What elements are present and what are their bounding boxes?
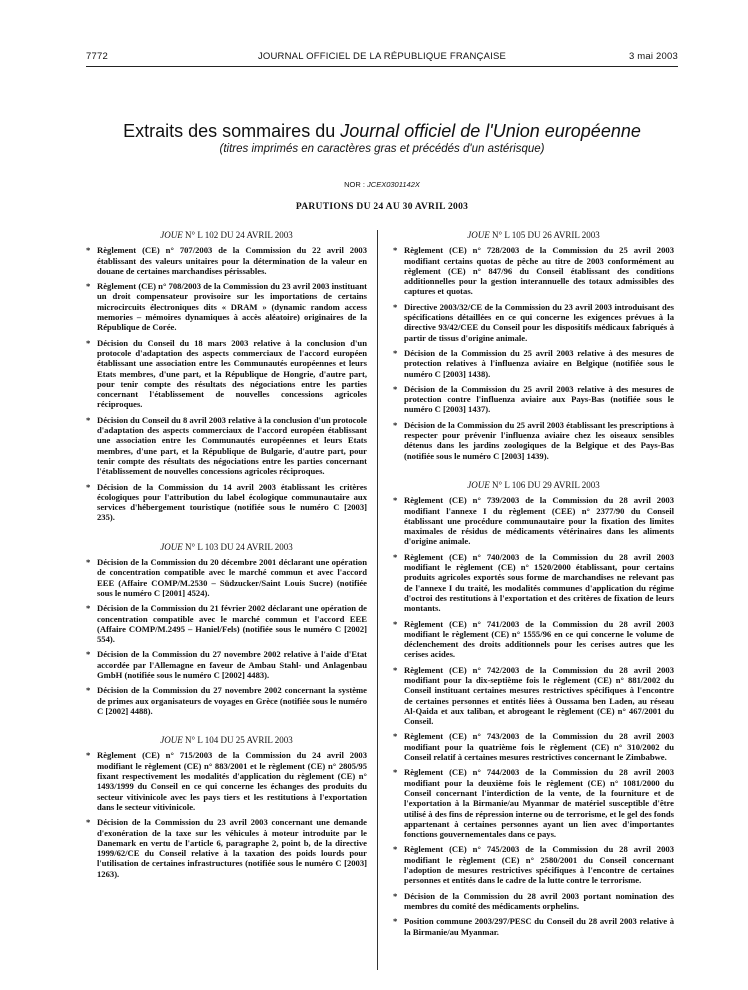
summary-entry: * Directive 2003/32/CE de la Commission du 23 avril 2003 introduisant des spécifications détaillées en ce qui concerne les exigences prévues à la directive 93/42/CEE du Conseil pour les dispositifs médicaux fabriqués à partir de tissus d'origine animale. bbox=[393, 302, 674, 343]
nor-reference bbox=[86, 180, 678, 189]
summary-entry: * Décision de la Commission du 25 avril 2003 relative à des mesures de protection relatives à l'influenza aviaire en Belgique (notifiée sous le numéro C [2003] 1438). bbox=[393, 348, 674, 379]
summary-entry: * Décision de la Commission du 23 avril 2003 concernant une demande d'exonération de la taxe sur les véhicules à moteur introduite par le Danemark en vertu de l'article 6, paragraphe 2, point b, de la directive 1999/62/CE du Conseil relative à la taxation des poids lourds pour l'utilisation de certaines infrastructures (notifiée sous le numéro C [2003] 1263). bbox=[86, 817, 367, 879]
summary-entry: * Règlement (CE) n° 742/2003 de la Commission du 28 avril 2003 modifiant pour la dix-septième fois le règlement (CE) n° 881/2002 du Conseil instituant certaines mesures restrictives spécifiques à l'encontre de certaines personnes et entités liées à Oussama ben Laden, au réseau Al-Qaida et aux taliban, et abrogeant le règlement (CE) n° 467/2001 du Conseil. bbox=[393, 665, 674, 727]
header-rule bbox=[86, 66, 678, 67]
parutions-heading: PARUTIONS DU 24 AU 30 AVRIL 2003 bbox=[295, 202, 469, 212]
section-heading bbox=[86, 542, 367, 552]
summary-entry: * Décision de la Commission du 27 novembre 2002 relative à l'aide d'Etat accordée par l'Allemagne en faveur de Ambau Stahl- und Anlagenbau GmbH (notifiée sous le numéro C [2002] 4483). bbox=[86, 649, 367, 680]
section-heading-issue: N° L 102 DU 24 AVRIL 2003 bbox=[182, 230, 293, 240]
title-journal: Journal officiel de l'Union européenne bbox=[340, 121, 641, 141]
title-prefix: Extraits des sommaires du bbox=[123, 121, 341, 141]
summary-entry: * Décision du Conseil du 18 mars 2003 relative à la conclusion d'un protocole d'adaptation des aspects commerciaux de l'accord européen établissant une association entre les Communautés européennes et leurs Etats membres, d'une part, et la République de Hongrie, d'autre part, pour tenir compte des résultats des négociations entre les parties concernant l'établissement de nouvelles concessions agricoles réciproques. bbox=[86, 338, 367, 410]
summary-entry: * Décision de la Commission du 25 avril 2003 relative à des mesures de protection contre l'influenza aviaire aux Pays-Bas (notifiée sous le numéro C [2003] 1437). bbox=[393, 384, 674, 415]
section-heading-joue: JOUE bbox=[160, 735, 183, 746]
summary-entry: * Règlement (CE) n° 728/2003 de la Commission du 25 avril 2003 modifiant certains quotas de pêche au titre de 2003 conformément au règlement (CE) n° 847/96 du Conseil établissant des conditions additionnelles pour la gestion interannuelle des totaux admissibles des captures et quotas. bbox=[393, 245, 674, 296]
page-number: 7772 bbox=[86, 51, 108, 62]
column-divider bbox=[377, 230, 378, 970]
summary-entry: * Décision de la Commission du 28 avril 2003 portant nomination des membres du comité des médicaments orphelins. bbox=[393, 891, 674, 912]
section-heading-issue: N° L 105 DU 26 AVRIL 2003 bbox=[489, 230, 600, 240]
section-heading-issue: N° L 103 DU 24 AVRIL 2003 bbox=[182, 541, 293, 552]
journal-name: JOURNAL OFFICIEL DE LA RÉPUBLIQUE FRANÇAISE bbox=[257, 51, 507, 62]
summary-entry: * Position commune 2003/297/PESC du Conseil du 28 avril 2003 relative à la Birmanie/au Myanmar. bbox=[393, 916, 674, 937]
section-heading-issue: N° L 106 DU 29 AVRIL 2003 bbox=[489, 479, 600, 490]
summary-entry: * Règlement (CE) n° 744/2003 de la Commission du 28 avril 2003 modifiant pour la deuxième fois le règlement (CE) n° 1081/2000 du Conseil concernant l'interdiction de la vente, de la fourniture et de l'exportation à la Birmanie/au Myanmar de matériel susceptible d'être utilisé à des fins de répression interne ou de terrorisme, et le gel des fonds appartenant à certaines personnes ayant un lien avec d'importantes fonctions gouvernementales dans ce pays. bbox=[393, 767, 674, 839]
section-heading-issue: N° L 104 DU 25 AVRIL 2003 bbox=[182, 735, 293, 746]
section-heading bbox=[86, 735, 367, 745]
summary-entry: * Règlement (CE) n° 739/2003 de la Commission du 28 avril 2003 modifiant l'annexe I du règlement (CEE) n° 2377/90 du Conseil établissant une procédure communautaire pour la fixation des limites maximales de résidus de médicaments vétérinaires dans les aliments d'origine animale. bbox=[393, 495, 674, 546]
section-heading-joue: JOUE bbox=[160, 541, 183, 552]
summary-entry: * Règlement (CE) n° 743/2003 de la Commission du 28 avril 2003 modifiant pour la quatrième fois le règlement (CE) n° 310/2002 du Conseil relatif à certaines mesures restrictives concernant le Zimbabwe. bbox=[393, 731, 674, 762]
section-gap bbox=[86, 528, 367, 542]
issue-date: 3 mai 2003 bbox=[628, 51, 678, 62]
page-title bbox=[86, 121, 678, 142]
nor-value: JCEX0301142X bbox=[367, 180, 420, 189]
summary-entry: * Décision du Conseil du 8 avril 2003 relative à la conclusion d'un protocole d'adaptation des aspects commerciaux de l'accord européen établissant une association entre les Communautés européennes et leurs Etats membres, d'une part, et la République de Bulgarie, d'autre part, pour tenir compte des résultats des négociations entre les parties concernant l'établissement de nouvelles concessions agricoles réciproques. bbox=[86, 415, 367, 477]
left-column bbox=[86, 230, 367, 884]
running-header bbox=[86, 51, 678, 67]
summary-entry: * Règlement (CE) n° 741/2003 de la Commission du 28 avril 2003 modifiant le règlement (CE) n° 1555/96 en ce qui concerne le volume de déclenchement des droits additionnels pour les cerises autres que les cerises acides. bbox=[393, 619, 674, 660]
summary-entry: * Décision de la Commission du 14 avril 2003 établissant les critères écologiques pour l'attribution du label écologique communautaire aux services d'hébergement touristique (notifiée sous le numéro C [2003] 235). bbox=[86, 482, 367, 523]
summary-entry: * Décision de la Commission du 21 février 2002 déclarant une opération de concentration compatible avec le marché commun et l'accord EEE (Affaire COMP/M.2495 – Haniel/Fels) (notifiée sous le numéro C [2002] 554). bbox=[86, 603, 367, 644]
section-heading bbox=[393, 230, 674, 240]
right-column bbox=[393, 230, 674, 942]
summary-entry: * Règlement (CE) n° 707/2003 de la Commission du 22 avril 2003 établissant des valeurs unitaires pour la détermination de la valeur en douane de certaines marchandises périssables. bbox=[86, 245, 367, 276]
nor-label: NOR : bbox=[344, 180, 365, 189]
summary-entry: * Règlement (CE) n° 740/2003 de la Commission du 28 avril 2003 modifiant le règlement (CE) n° 1520/2000 établissant, pour certains produits agricoles exportés sous forme de marchandises ne relevant pas de l'annexe I du traité, les modalités communes d'application du régime d'octroi des restitutions à l'exportation et des critères de fixation de leurs montants. bbox=[393, 552, 674, 614]
section-heading bbox=[393, 480, 674, 490]
section-heading-joue: JOUE bbox=[467, 479, 490, 490]
summary-entry: * Règlement (CE) n° 715/2003 de la Commission du 24 avril 2003 modifiant le règlement (CE) n° 883/2001 et le règlement (CE) n° 2805/95 fixant respectivement les modalités d'application du règlement (CE) n° 1493/1999 du Conseil en ce qui concerne les échanges des produits du secteur vitivinicole avec les pays tiers et les restitutions à l'exportation dans le secteur vitivinicole. bbox=[86, 750, 367, 812]
summary-entry: * Décision de la Commission du 25 avril 2003 établissant les prescriptions à respecter pour prévenir l'influenza aviaire chez les oiseaux sensibles détenus dans les jardins zoologiques de la Belgique et des Pays-Bas (notifiée sous le numéro C [2003] 1439). bbox=[393, 420, 674, 461]
page-subtitle: (titres imprimés en caractères gras et précédés d'un astérisque) bbox=[219, 143, 545, 155]
section-heading bbox=[86, 230, 367, 240]
section-heading-joue: JOUE bbox=[160, 230, 183, 240]
summary-entry: * Décision de la Commission du 27 novembre 2002 concernant la système de primes aux organisateurs de voyages en Grèce (notifiée sous le numéro C [2002] 4488). bbox=[86, 685, 367, 716]
summary-entry: * Règlement (CE) n° 745/2003 de la Commission du 28 avril 2003 modifiant le règlement (CE) n° 2580/2001 du Conseil concernant l'adoption de mesures restrictives spécifiques à l'encontre de certaines personnes et entités dans le cadre de la lutte contre le terrorisme. bbox=[393, 844, 674, 885]
summary-entry: * Décision de la Commission du 20 décembre 2001 déclarant une opération de concentration compatible avec le marché commun et avec l'accord EEE (Affaire COMP/M.2530 – Südzucker/Saint Louis Sucre) (notifiée sous le numéro C [2001] 4524). bbox=[86, 557, 367, 598]
section-gap bbox=[393, 466, 674, 480]
section-gap bbox=[86, 721, 367, 735]
section-heading-joue: JOUE bbox=[467, 230, 490, 240]
summary-entry: * Règlement (CE) n° 708/2003 de la Commission du 23 avril 2003 instituant un droit compensateur provisoire sur les importations de certains microcircuits électroniques dits « DRAM » (dynamic random access memories – mémoires dynamiques à accès aléatoire) originaires de la République de Corée. bbox=[86, 281, 367, 332]
